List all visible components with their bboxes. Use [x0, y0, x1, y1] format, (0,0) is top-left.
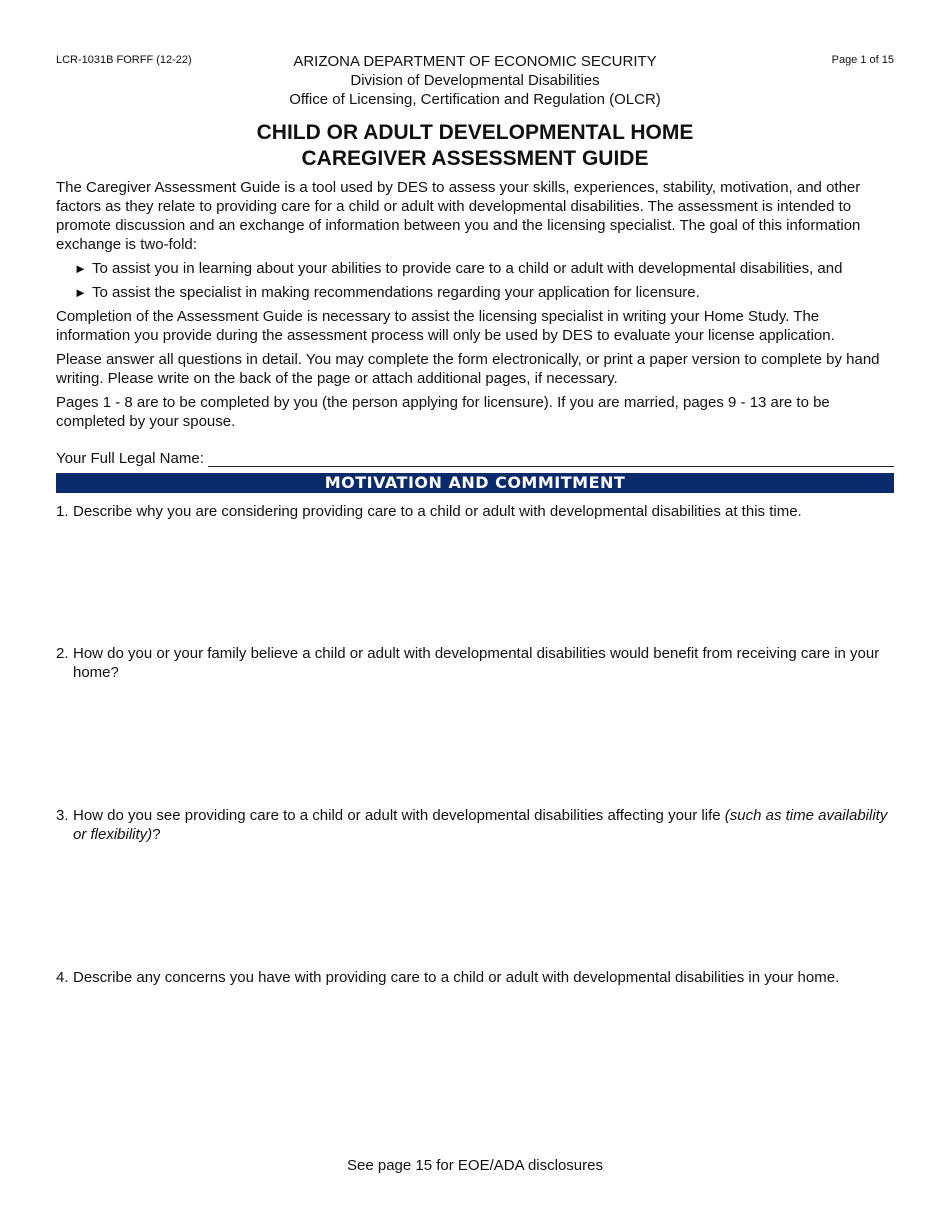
document-header — [0, 52, 950, 109]
page-number: Page 1 of 15 — [831, 54, 894, 66]
question-3 — [56, 806, 894, 844]
full-legal-name-field[interactable] — [208, 451, 894, 467]
question-text: Describe any concerns you have with providing care to a child or adult with developmental disabilities in your home. — [73, 969, 840, 986]
question-text: How do you see providing care to a child or adult with developmental disabilities affecting your life — [73, 807, 725, 824]
question-text: Describe why you are considering providing care to a child or adult with developmental disabilities at this time. — [73, 503, 802, 520]
full-legal-name-row — [56, 450, 894, 467]
question-number: 4. — [56, 969, 69, 986]
bullet-text: To assist the specialist in making recommendations regarding your application for licensure. — [92, 284, 700, 301]
division-name: Division of Developmental Disabilities — [350, 72, 600, 89]
question-number: 2. — [56, 645, 69, 662]
list-item — [74, 283, 896, 302]
question-text-italic: (such as time availability or flexibility) — [73, 807, 888, 843]
right-pointer-icon: ► — [74, 285, 87, 300]
question-4 — [56, 968, 894, 987]
title-line-1: CHILD OR ADULT DEVELOPMENTAL HOME — [256, 121, 694, 144]
question-text-tail: ? — [152, 826, 161, 843]
form-code: LCR-1031B FORFF (12-22) — [56, 54, 192, 66]
question-text: How do you or your family believe a child or adult with developmental disabilities would benefit from receiving care in your home? — [73, 645, 880, 681]
intro-paragraph: Completion of the Assessment Guide is necessary to assist the licensing specialist in writing your Home Study. The information you provide during the assessment process will only be used by DES to evaluate your license application. — [56, 308, 835, 344]
question-number: 3. — [56, 807, 69, 824]
right-pointer-icon: ► — [74, 261, 87, 276]
intro-paragraph: The Caregiver Assessment Guide is a tool used by DES to assess your skills, experiences, stability, motivation, and other factors as they relate to providing care for a child or adult with developmental disabilities. The assessment is intended to promote discussion and an exchange of information between you and the licensing specialist. The goal of this information exchange is two-fold: — [56, 179, 861, 253]
office-name: Office of Licensing, Certification and Regulation (OLCR) — [289, 91, 661, 108]
goal-list — [74, 259, 896, 302]
question-2 — [56, 644, 894, 682]
section-header-motivation: MOTIVATION AND COMMITMENT — [56, 473, 894, 493]
intro-section — [56, 178, 896, 436]
question-number: 1. — [56, 503, 69, 520]
footer-disclosure: See page 15 for EOE/ADA disclosures — [347, 1157, 603, 1174]
bullet-text: To assist you in learning about your abilities to provide care to a child or adult with developmental disabilities, and — [92, 260, 843, 277]
full-legal-name-label: Your Full Legal Name: — [56, 450, 204, 467]
question-text-wrapper — [73, 806, 894, 844]
question-1 — [56, 502, 894, 521]
document-title — [0, 120, 950, 172]
title-line-2: CAREGIVER ASSESSMENT GUIDE — [301, 147, 649, 170]
intro-paragraph: Please answer all questions in detail. You may complete the form electronically, or print a paper version to complete by hand writing. Please write on the back of the page or attach additional pages, if necessary. — [56, 351, 880, 387]
list-item — [74, 259, 896, 278]
agency-name: ARIZONA DEPARTMENT OF ECONOMIC SECURITY — [293, 53, 657, 70]
intro-paragraph: Pages 1 - 8 are to be completed by you (the person applying for licensure). If you are married, pages 9 - 13 are to be completed by your spouse. — [56, 394, 830, 430]
